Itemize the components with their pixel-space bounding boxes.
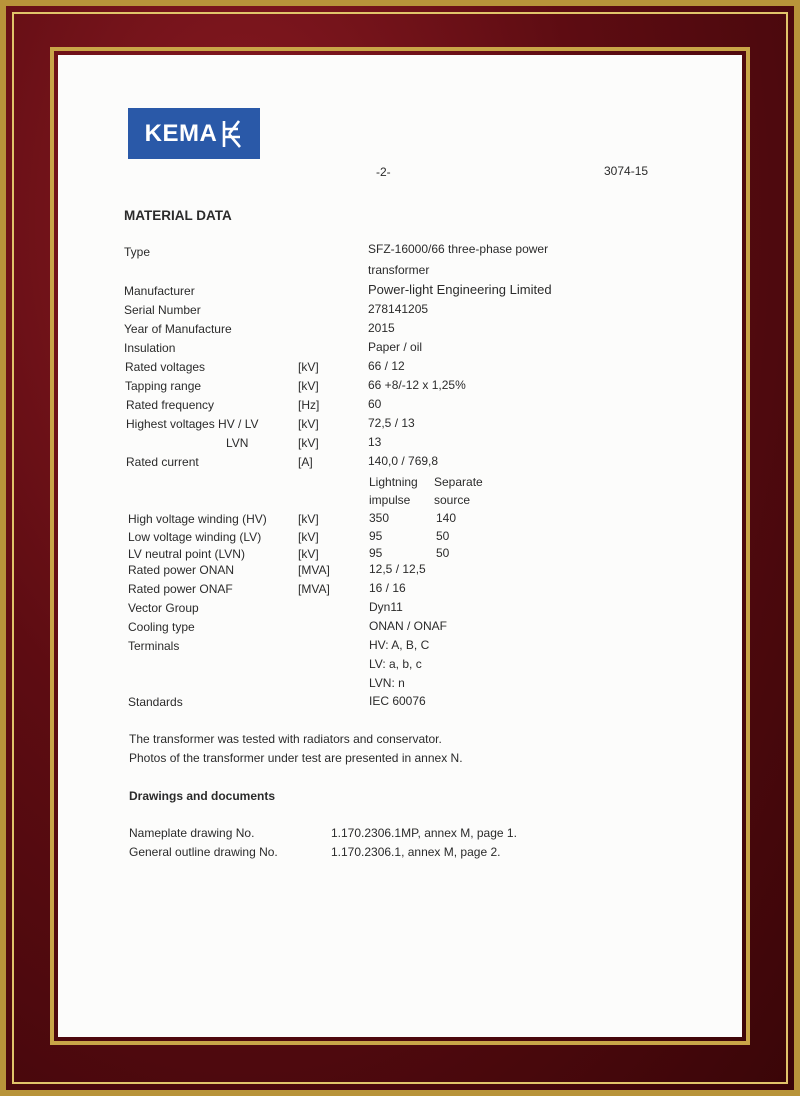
hv-winding-unit: [kV]: [298, 512, 319, 526]
serial-value: 278141205: [368, 302, 429, 316]
serial-label: Serial Number: [124, 303, 201, 317]
onan-value: 12,5 / 12,5: [369, 562, 426, 576]
kema-logo: KEMA: [128, 108, 260, 159]
frequency-unit: [Hz]: [298, 398, 320, 412]
hv-winding-lightning: 350: [369, 511, 390, 525]
highest-voltages-value: 72,5 / 13: [368, 416, 415, 430]
onaf-value: 16 / 16: [369, 581, 406, 595]
vector-group-label: Vector Group: [128, 601, 199, 615]
lv-winding-separate: 50: [436, 529, 450, 543]
frequency-label: Rated frequency: [126, 398, 215, 412]
cooling-type-value: ONAN / ONAF: [369, 619, 448, 633]
drawings-section-title: Drawings and documents: [129, 789, 276, 803]
tapping-unit: [kV]: [298, 379, 319, 393]
standards-label: Standards: [128, 695, 183, 709]
report-number: 3074-15: [604, 164, 649, 178]
lv-neutral-unit: [kV]: [298, 547, 319, 561]
note-radiators: The transformer was tested with radiators and conservator.: [129, 732, 442, 746]
hv-winding-separate: 140: [436, 511, 457, 525]
onaf-unit: [MVA]: [298, 582, 330, 596]
standards-value: IEC 60076: [369, 694, 426, 708]
highest-voltages-unit: [kV]: [298, 417, 319, 431]
kema-mark-icon: [221, 119, 243, 149]
lightning-impulse-header-1: Lightning: [369, 475, 418, 489]
nameplate-drawing-label: Nameplate drawing No.: [129, 826, 255, 840]
onaf-label: Rated power ONAF: [128, 582, 233, 596]
onan-label: Rated power ONAN: [128, 563, 235, 577]
rated-voltages-label: Rated voltages: [125, 360, 206, 374]
rated-current-unit: [A]: [298, 455, 313, 469]
year-label: Year of Manufacture: [124, 322, 232, 336]
section-title: MATERIAL DATA: [124, 208, 232, 223]
outline-drawing-label: General outline drawing No.: [129, 845, 278, 859]
year-value: 2015: [368, 321, 395, 335]
lvn-label: LVN: [226, 436, 249, 450]
cooling-type-label: Cooling type: [128, 620, 195, 634]
rated-current-label: Rated current: [126, 455, 199, 469]
insulation-label: Insulation: [124, 341, 176, 355]
tapping-value: 66 +8/-12 x 1,25%: [368, 378, 466, 392]
terminals-lv: LV: a, b, c: [369, 657, 422, 671]
type-value-line1: SFZ-16000/66 three-phase power: [368, 242, 549, 256]
terminals-label: Terminals: [128, 639, 180, 653]
terminals-hv: HV: A, B, C: [369, 638, 430, 652]
outline-drawing-value: 1.170.2306.1, annex M, page 2.: [331, 845, 501, 859]
vector-group-value: Dyn11: [369, 600, 403, 614]
separate-source-header-1: Separate: [434, 475, 483, 489]
manufacturer-value: Power-light Engineering Limited: [368, 282, 552, 297]
frequency-value: 60: [368, 397, 382, 411]
terminals-lvn: LVN: n: [369, 676, 405, 690]
note-photos: Photos of the transformer under test are presented in annex N.: [129, 751, 463, 765]
rated-voltages-value: 66 / 12: [368, 359, 405, 373]
page-number: -2-: [376, 165, 391, 179]
lvn-value: 13: [368, 435, 382, 449]
separate-source-header-2: source: [434, 493, 471, 507]
certificate-page: [58, 55, 742, 1037]
onan-unit: [MVA]: [298, 563, 330, 577]
insulation-value: Paper / oil: [368, 340, 423, 354]
lightning-impulse-header-2: impulse: [369, 493, 411, 507]
nameplate-drawing-value: 1.170.2306.1MP, annex M, page 1.: [331, 826, 517, 840]
rated-current-value: 140,0 / 769,8: [368, 454, 439, 468]
lv-winding-unit: [kV]: [298, 530, 319, 544]
highest-voltages-label: Highest voltages HV / LV: [126, 417, 259, 431]
lvn-unit: [kV]: [298, 436, 319, 450]
lv-neutral-lightning: 95: [369, 546, 383, 560]
lv-neutral-separate: 50: [436, 546, 450, 560]
type-value-line2: transformer: [368, 263, 430, 277]
lv-winding-label: Low voltage winding (LV): [128, 530, 262, 544]
hv-winding-label: High voltage winding (HV): [128, 512, 267, 526]
type-label: Type: [124, 245, 151, 259]
tapping-label: Tapping range: [125, 379, 202, 393]
lv-winding-lightning: 95: [369, 529, 383, 543]
lv-neutral-label: LV neutral point (LVN): [128, 547, 245, 561]
manufacturer-label: Manufacturer: [124, 284, 195, 298]
rated-voltages-unit: [kV]: [298, 360, 319, 374]
